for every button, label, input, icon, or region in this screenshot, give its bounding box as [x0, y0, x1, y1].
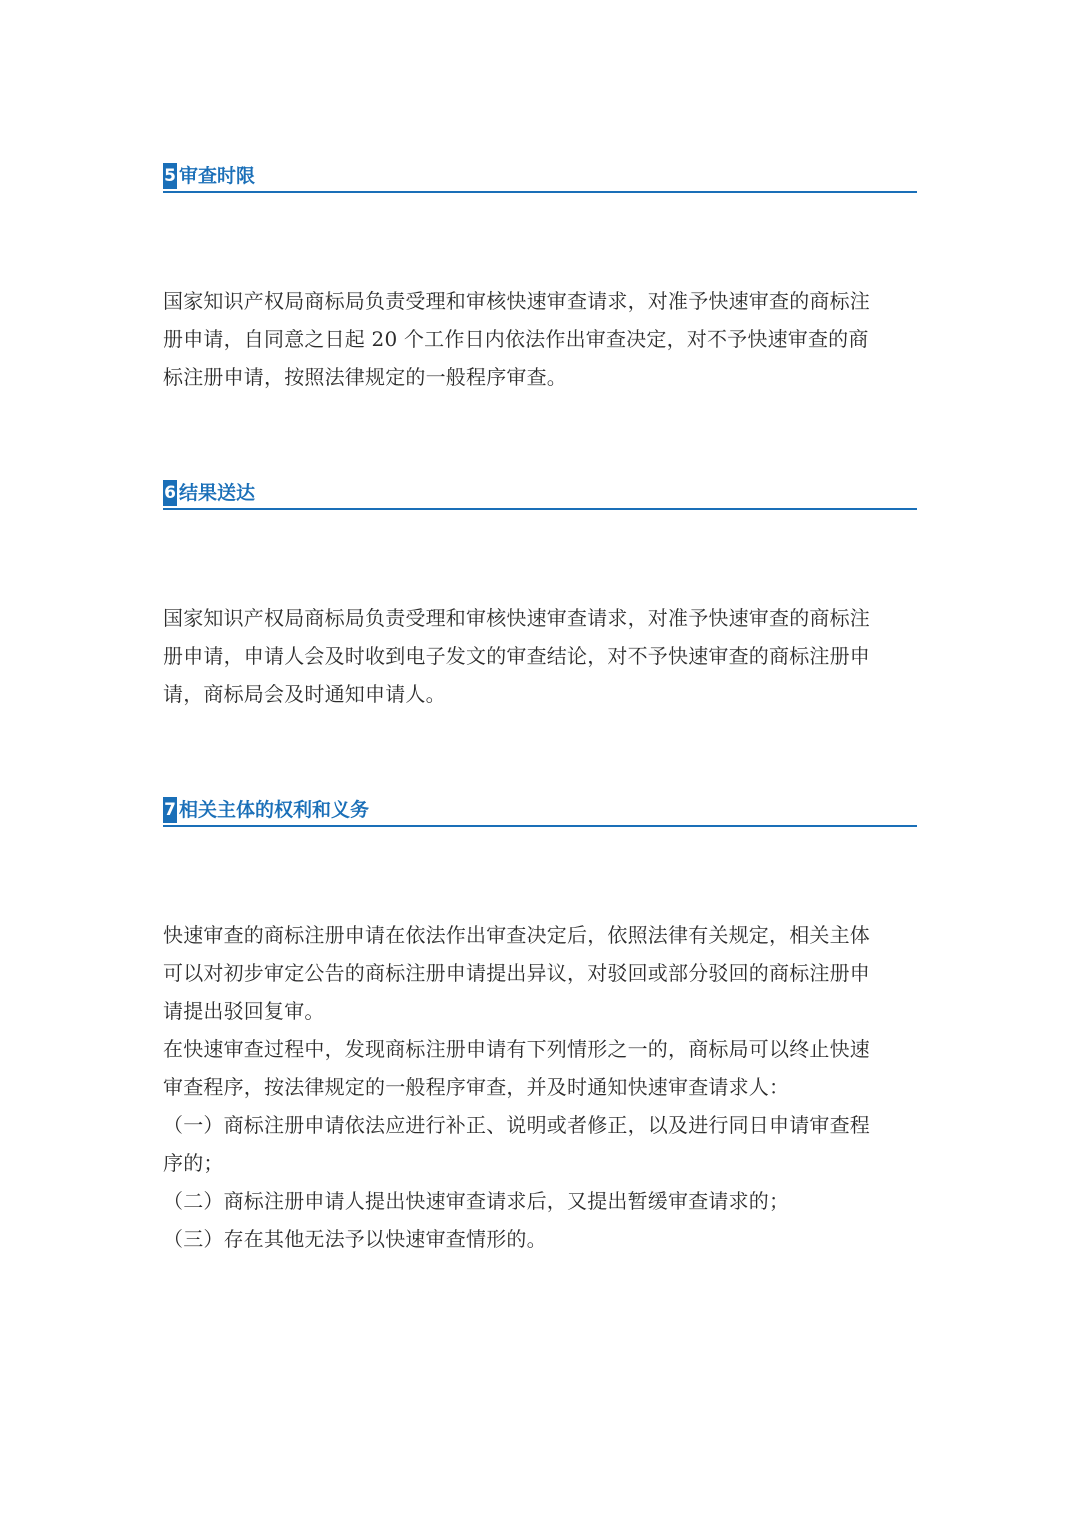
section-5-body: [163, 282, 919, 396]
section-5-number-badge: 5: [163, 163, 177, 189]
section-7-body: [163, 916, 919, 1258]
body-line: （一）商标注册申请依法应进行补正、说明或者修正，以及进行同日申请审查程: [163, 1113, 870, 1137]
section-6-heading: [163, 480, 917, 510]
body-line: 快速审查的商标注册申请在依法作出审查决定后，依照法律有关规定，相关主体: [163, 923, 870, 947]
body-line: 册申请，申请人会及时收到电子发文的审查结论，对不予快速审查的商标注册申: [163, 644, 870, 668]
body-line: 在快速审查过程中，发现商标注册申请有下列情形之一的，商标局可以终止快速: [163, 1037, 870, 1061]
body-line: 册申请，自同意之日起 20 个工作日内依法作出审查决定，对不予快速审查的商: [163, 327, 869, 351]
section-6-number-badge: 6: [163, 480, 177, 506]
section-6-title: 结果送达: [179, 482, 256, 504]
body-line: 标注册申请，按照法律规定的一般程序审查。: [163, 365, 567, 389]
section-6-body: [163, 599, 919, 713]
section-7-heading: [163, 797, 917, 827]
section-7-title: 相关主体的权利和义务: [179, 799, 370, 821]
body-line: 序的；: [163, 1151, 224, 1175]
body-line: 国家知识产权局商标局负责受理和审核快速审查请求，对准予快速审查的商标注: [163, 289, 870, 313]
body-line: 可以对初步审定公告的商标注册申请提出异议，对驳回或部分驳回的商标注册申: [163, 961, 870, 985]
body-line: （二）商标注册申请人提出快速审查请求后，又提出暂缓审查请求的；: [163, 1189, 790, 1213]
body-line: 国家知识产权局商标局负责受理和审核快速审查请求，对准予快速审查的商标注: [163, 606, 870, 630]
body-line: 请，商标局会及时通知申请人。: [163, 682, 446, 706]
body-line: 审查程序，按法律规定的一般程序审查，并及时通知快速审查请求人：: [163, 1075, 790, 1099]
body-line: （三）存在其他无法予以快速审查情形的。: [163, 1227, 547, 1251]
section-7-number-badge: 7: [163, 797, 177, 823]
section-5-title: 审查时限: [179, 165, 256, 187]
section-5-heading: [163, 163, 917, 193]
body-line: 请提出驳回复审。: [163, 999, 325, 1023]
